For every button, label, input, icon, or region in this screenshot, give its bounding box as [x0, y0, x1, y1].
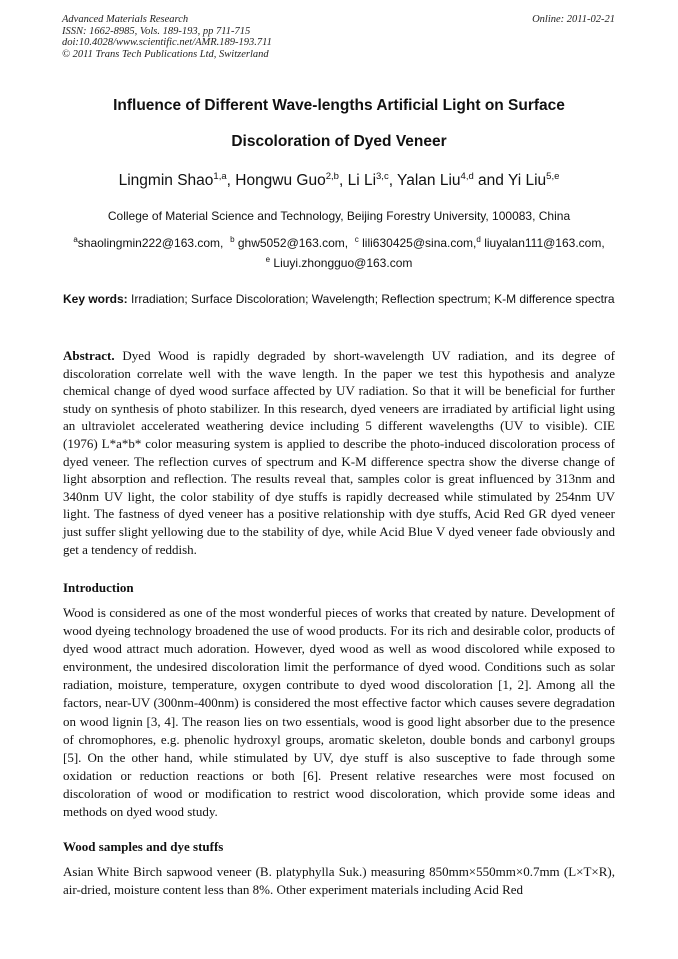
email-sup: d — [476, 235, 481, 244]
author-sup: 1,a — [213, 171, 227, 182]
email-sup: b — [230, 235, 235, 244]
issn-line: ISSN: 1662-8985, Vols. 189-193, pp 711-715 — [62, 25, 251, 37]
affiliation: College of Material Science and Technology, Beijing Forestry University, 100083, China — [107, 209, 571, 223]
author-name: Yi Liu — [507, 172, 547, 189]
email-address: lili630425@sina.com, — [362, 236, 477, 250]
author-name: Hongwu Guo — [235, 172, 326, 189]
journal-meta — [62, 14, 272, 60]
author-name: Yalan Liu — [397, 172, 461, 189]
email-sup: e — [265, 255, 271, 264]
wood-samples-text: Asian White Birch sapwood veneer (B. platyphylla Suk.) measuring 850mm×550mm×0.7mm (L×T×R), air-dried, moisture content less than 8%. Other experiment materials including Acid Red — [63, 864, 615, 898]
copyright-line: © 2011 Trans Tech Publications Ltd, Switzerland — [62, 48, 269, 60]
email-sup: a — [73, 235, 78, 244]
author-sep: , — [226, 172, 236, 189]
abstract-text: Dyed Wood is rapidly degraded by short-wavelength UV radiation, and its degree of discoloration correlate well with the wave length. In the paper we test this hypothesis and analyze chemical change of dyed wood surface affected by UV radiation. So that it will be beneficial for further study on synthesis of photo stabilizer. In this research, dyed veneers are irradiated by artificial light using an ultraviolet accelerated weathering device including 5 different wavelengths (UV to visible). CIE (1976) L*a*b* color measuring system is applied to describe the photo-induced discoloration process of dyed veneer. The reflection curves of spectrum and K-M difference spectra show the diverse change of light absorption and reflection. The results reveal that, samples color is great influenced by 313nm and 340nm UV light, the color stability of dye stuffs is rapidly decreased while stimulated by 254nm UV light. The fastness of dyed veneer has a positive relationship with dye stuffs, Acid Red GR dyed veneer just suffer slight yellowing due to the stability of dye, while Acid Blue V dyed veneer fade obviously and get a tendency of reddish. — [63, 348, 616, 557]
abstract-label: Abstract. — [63, 348, 115, 363]
author-list — [40, 172, 638, 190]
paper-title-line-1: Influence of Different Wave-lengths Artificial Light on Surface — [113, 97, 565, 114]
author-sup: 5,e — [546, 171, 560, 182]
author-name: Lingmin Shao — [118, 172, 214, 189]
introduction-heading: Introduction — [63, 580, 134, 595]
email-sup: c — [354, 235, 359, 244]
author-sup: 4,d — [460, 171, 474, 182]
email-address: liuyalan111@163.com, — [484, 236, 605, 250]
email-address: Liuyi.zhongguo@163.com — [273, 256, 413, 270]
author-sep: , — [388, 172, 398, 189]
doi-line: doi:10.4028/www.scientific.net/AMR.189-193.711 — [62, 37, 272, 48]
abstract — [63, 347, 615, 558]
paper-title-line-2: Discoloration of Dyed Veneer — [231, 133, 447, 150]
introduction-text: Wood is considered as one of the most wonderful pieces of works that created by nature. Development of wood dyeing technology broadened the use of wood products. For its rich and desirable color, products of dyed wood attract much adoration. However, dyed wood as well as wood discolored while exposed to environment, the undesired discoloration limit the performance of dyed wood. Conditions such as solar radiation, moisture, temperature, oxygen contribute to dyed wood discoloration [1, 2]. Among all the factors, near-UV (300nm-400nm) is considered the most effective factor which causes severe degradation on wood lignin [3, 4]. The reason lies on two essentials, wood is good light absorber due to the presence of chromophores, e.g. phenolic hydroxyl groups, aromatic skeleton, double bonds and carbonyl groups [5]. On the other hand, while stimulated by UV, dye stuff is also susceptive to fade through some oxidation or reduction reactions or both [6]. Present relative researches were most focused on discoloration of wood or modification to restrict wood discoloration, which provide some ideas and methods on dyed wood study. — [63, 605, 615, 820]
online-date: Online: 2011-02-21 — [532, 14, 615, 25]
email-list — [58, 233, 620, 273]
author-sep: , — [338, 172, 348, 189]
wood-samples-heading: Wood samples and dye stuffs — [63, 839, 224, 854]
author-name: Li Li — [347, 172, 377, 189]
email-address: shaolingmin222@163.com, — [77, 236, 227, 250]
keywords — [63, 291, 615, 308]
email-address: ghw5052@163.com, — [237, 236, 352, 250]
author-sep: and — [473, 172, 508, 189]
keywords-text: Irradiation; Surface Discoloration; Wavelength; Reflection spectrum; K-M difference spectra — [131, 292, 615, 306]
journal-name: Advanced Materials Research — [62, 14, 189, 25]
author-sup: 2,b — [325, 171, 339, 182]
keywords-label: Key words: — [63, 292, 128, 306]
author-sup: 3,c — [376, 171, 389, 182]
